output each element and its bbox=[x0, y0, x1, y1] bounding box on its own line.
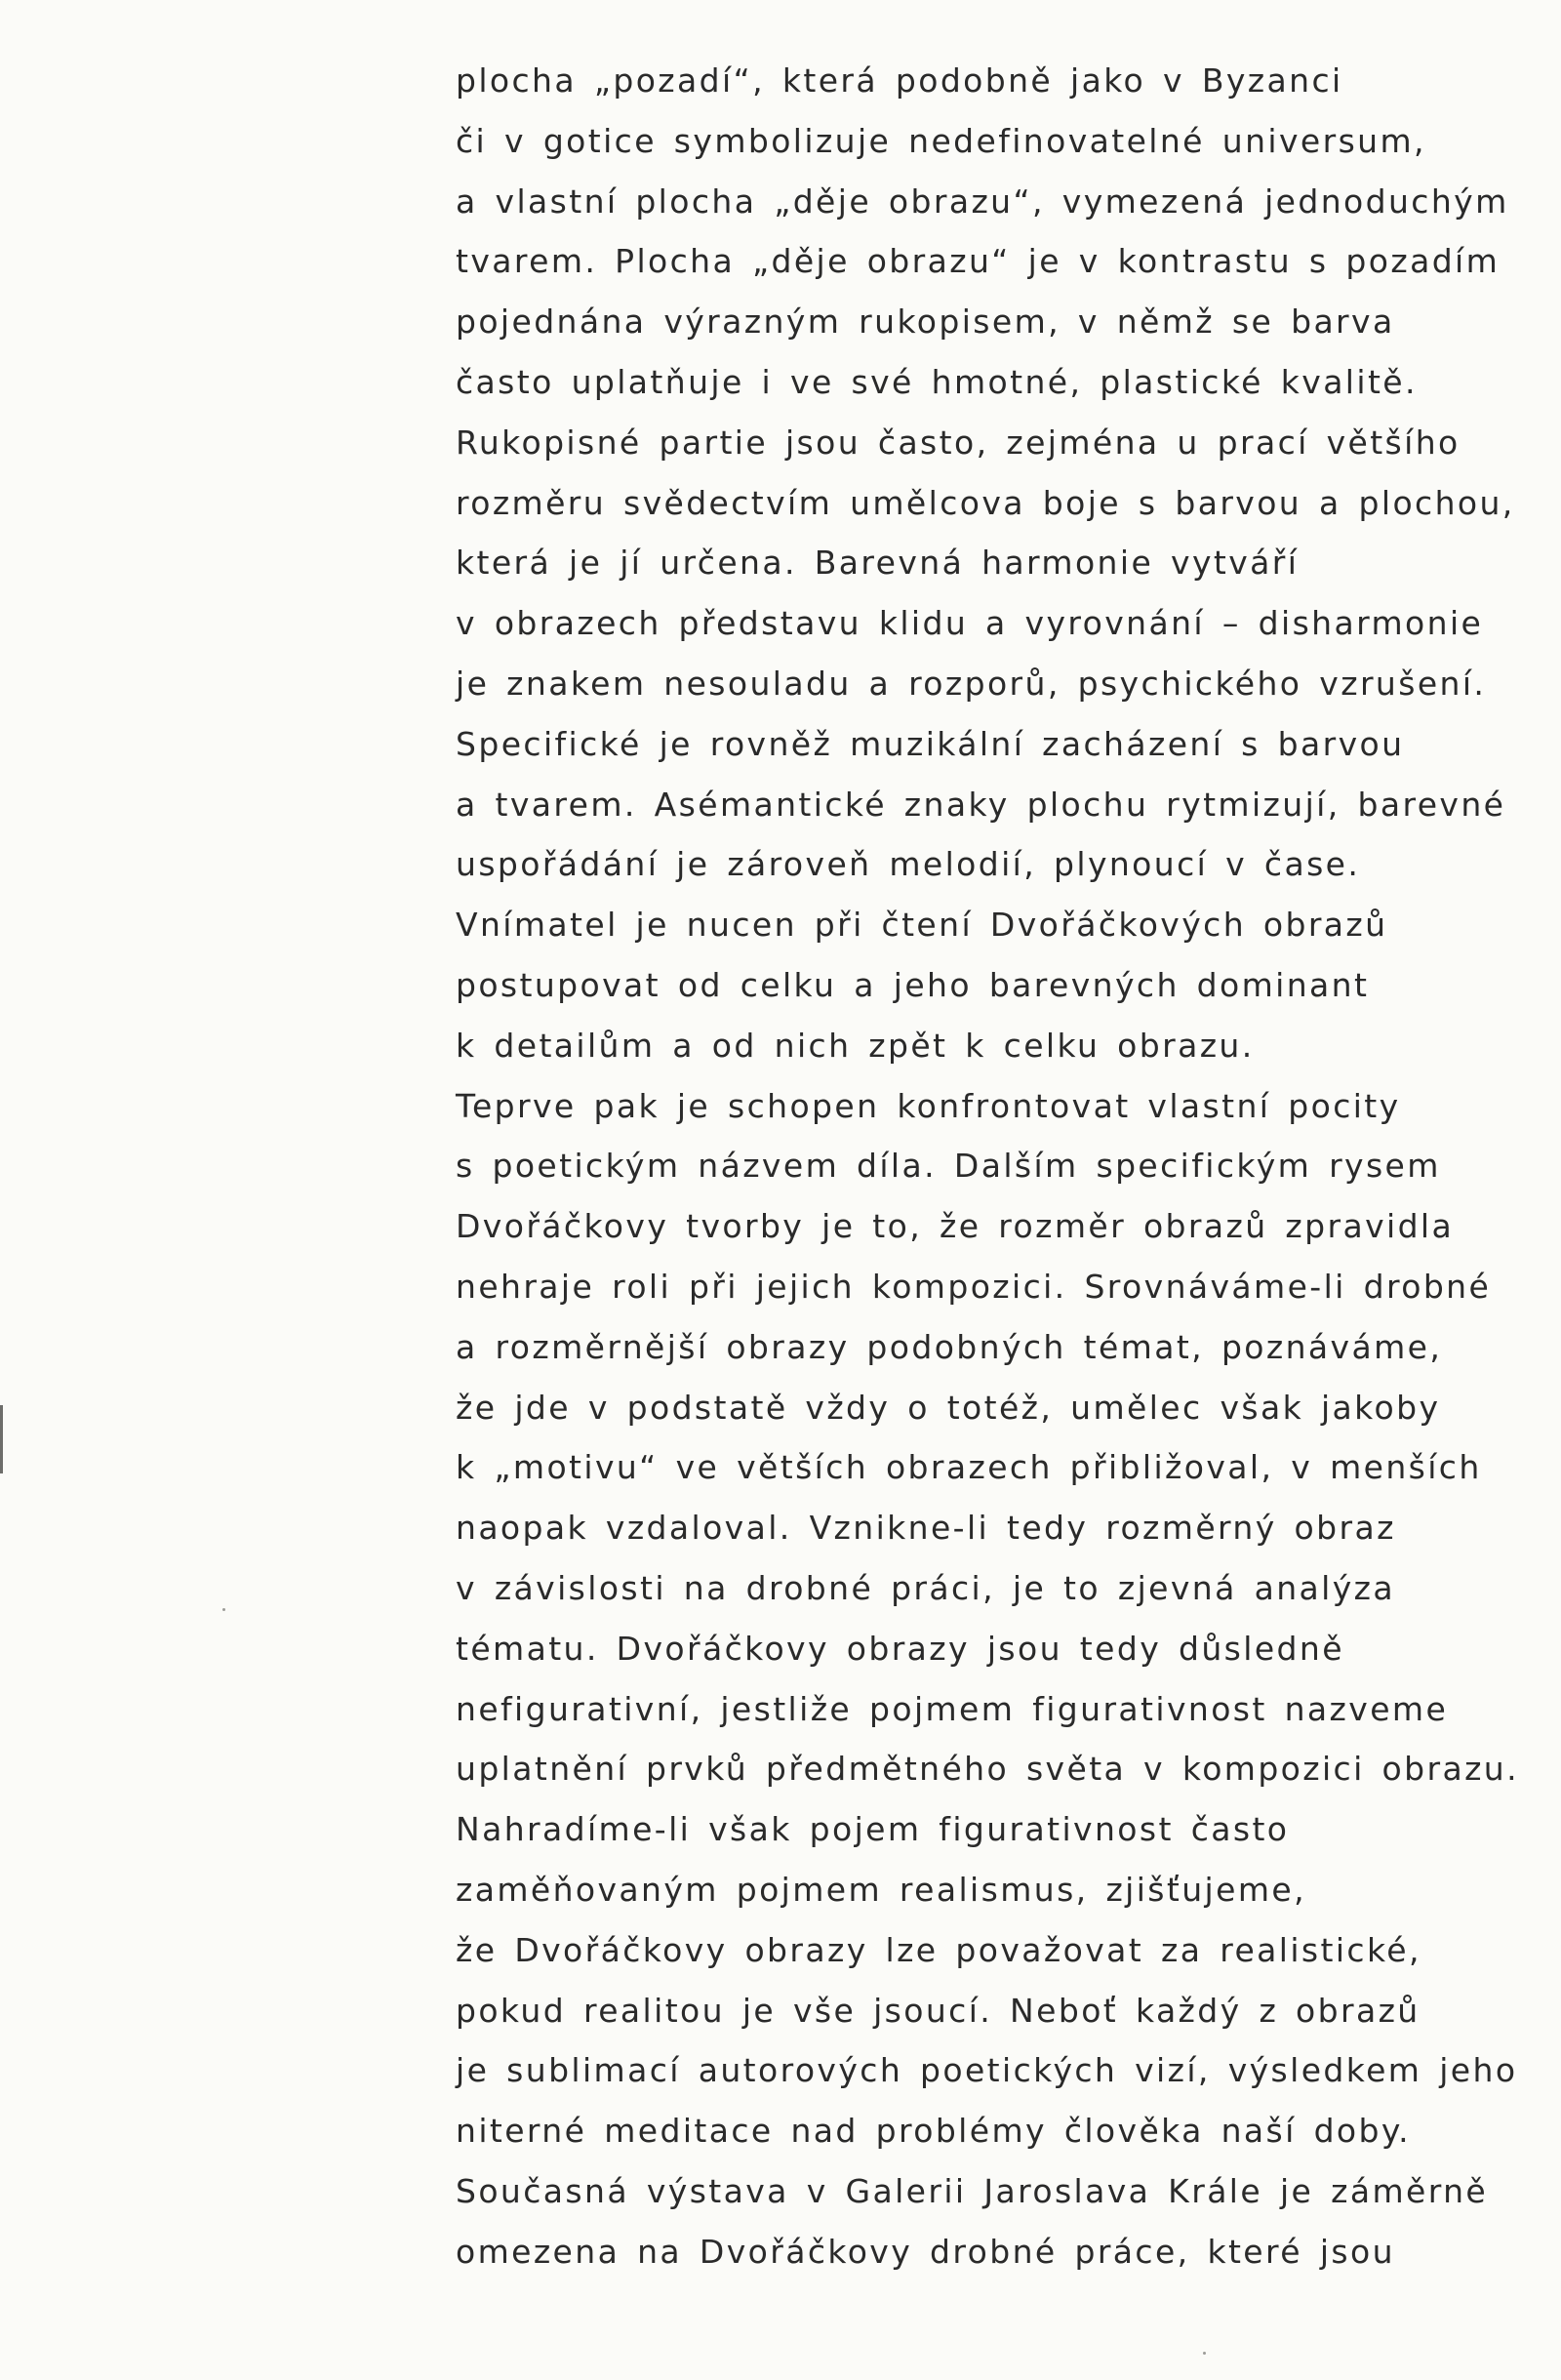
text-line: nehraje roli při jejich kompozici. Srovnáváme-li drobné bbox=[456, 1267, 1492, 1306]
text-line: s poetickým názvem díla. Dalším specifickým rysem bbox=[456, 1147, 1441, 1186]
text-line: plocha „pozadí“, která podobně jako v Byzanci bbox=[456, 61, 1343, 100]
text-line: či v gotice symbolizuje nedefinovatelné universum, bbox=[456, 121, 1426, 160]
text-line: že jde v podstatě vždy o totéž, umělec však jakoby bbox=[456, 1388, 1441, 1427]
text-line: Teprve pak je schopen konfrontovat vlastní pocity bbox=[456, 1086, 1401, 1125]
text-line: často uplatňuje i ve své hmotné, plastické kvalitě. bbox=[456, 362, 1418, 401]
text-line: v obrazech představu klidu a vyrovnání – disharmonie bbox=[456, 604, 1484, 643]
text-line: že Dvořáčkovy obrazy lze považovat za realistické, bbox=[456, 1930, 1421, 1969]
text-line: Nahradíme-li však pojem figurativnost často bbox=[456, 1810, 1290, 1849]
text-line: tématu. Dvořáčkovy obrazy jsou tedy důsledně bbox=[456, 1629, 1344, 1668]
paper-speck bbox=[1203, 2352, 1206, 2355]
text-line: Rukopisné partie jsou často, zejména u prací většího bbox=[456, 423, 1461, 462]
text-line: pokud realitou je vše jsoucí. Neboť každý z obrazů bbox=[456, 1991, 1421, 2030]
text-line: je sublimací autorových poetických vizí, výsledkem jeho bbox=[456, 2051, 1518, 2090]
text-line: uplatnění prvků předmětného světa v kompozici obrazu. bbox=[456, 1750, 1520, 1789]
text-line: k „motivu“ ve větších obrazech přibližoval, v menších bbox=[456, 1448, 1482, 1487]
text-line: Dvořáčkovy tvorby je to, že rozměr obrazů zpravidla bbox=[456, 1207, 1455, 1246]
scan-edge-mark bbox=[0, 1405, 3, 1473]
text-line: zaměňovaným pojmem realismus, zjišťujeme, bbox=[456, 1870, 1306, 1909]
text-line: nefigurativní, jestliže pojmem figurativnost nazveme bbox=[456, 1689, 1449, 1728]
body-text bbox=[456, 51, 1520, 2281]
text-line: omezena na Dvořáčkovy drobné práce, které jsou bbox=[456, 2232, 1395, 2271]
text-line: Specifické je rovněž muzikální zacházení s barvou bbox=[456, 724, 1405, 763]
text-line: je znakem nesouladu a rozporů, psychického vzrušení. bbox=[456, 664, 1487, 703]
text-line: v závislosti na drobné práci, je to zjevná analýza bbox=[456, 1568, 1396, 1607]
text-line: Vnímatel je nucen při čtení Dvořáčkových obrazů bbox=[456, 906, 1388, 945]
text-line: Současná výstava v Galerii Jaroslava Krále je záměrně bbox=[456, 2171, 1489, 2210]
text-line: k detailům a od nich zpět k celku obrazu. bbox=[456, 1026, 1255, 1065]
text-line: niterné meditace nad problémy člověka naší doby. bbox=[456, 2112, 1411, 2151]
text-line: naopak vzdaloval. Vznikne-li tedy rozměrný obraz bbox=[456, 1509, 1396, 1548]
text-line: uspořádání je zároveň melodií, plynoucí v čase. bbox=[456, 845, 1361, 884]
text-line: rozměru svědectvím umělcova boje s barvou a plochou, bbox=[456, 483, 1515, 522]
text-line: a tvarem. Asémantické znaky plochu rytmizují, barevné bbox=[456, 785, 1506, 824]
text-line: pojednána výrazným rukopisem, v němž se barva bbox=[456, 303, 1395, 342]
paper-speck bbox=[222, 1608, 225, 1611]
text-line: která je jí určena. Barevná harmonie vytváří bbox=[456, 544, 1300, 583]
text-line: tvarem. Plocha „děje obrazu“ je v kontrastu s pozadím bbox=[456, 242, 1501, 281]
text-line: a rozměrnější obrazy podobných témat, poznáváme, bbox=[456, 1327, 1443, 1366]
text-line: a vlastní plocha „děje obrazu“, vymezená jednoduchým bbox=[456, 182, 1509, 221]
text-line: postupovat od celku a jeho barevných dominant bbox=[456, 965, 1370, 1004]
